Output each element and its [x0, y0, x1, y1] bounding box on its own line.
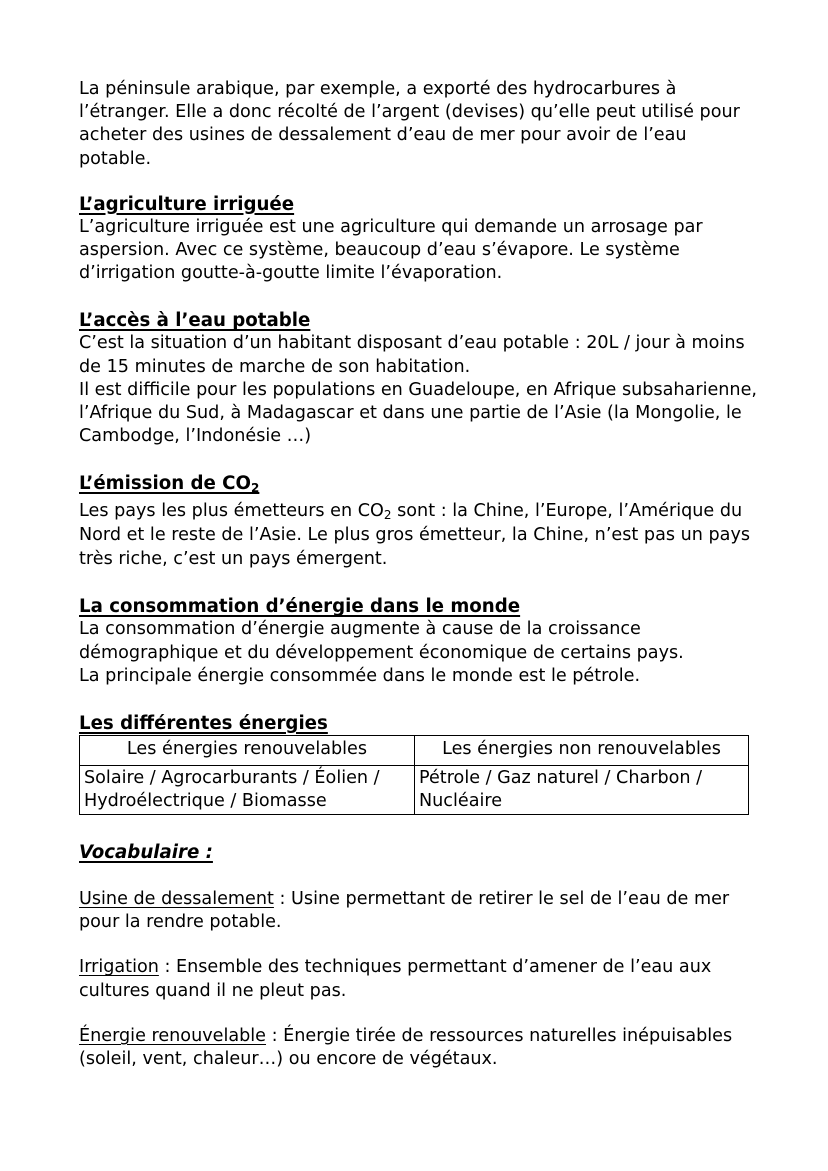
section-text-water-access-1: C’est la situation d’un habitant disposant d’eau potable : 20L / jour à moins de 15 minutes de marche de son habitation. [79, 333, 745, 377]
table-cell-renewable: Solaire / Agrocarburants / Éolien / Hydroélectrique / Biomasse [80, 766, 415, 815]
vocabulary-list [79, 888, 759, 1071]
vocabulary-term: Énergie renouvelable [79, 1025, 267, 1046]
table-row [80, 766, 749, 815]
vocabulary-term: Usine de dessalement [79, 889, 274, 910]
co2-text-subscript: 2 [383, 508, 392, 523]
section-irrigation [79, 193, 759, 286]
co2-text-part-a: Les pays les plus émetteurs en CO [79, 501, 384, 522]
section-title-energies: Les différentes énergies [79, 713, 328, 735]
co2-text-part-b: sont : la Chine, l’Europe, l’Amérique du Nord et le reste de l’Asie. Le plus gros émetteur, la Chine, n’est pas un pays très riche, c’est un pays émergent. [79, 501, 751, 570]
document-page [79, 78, 759, 1093]
section-title-consumption: La consommation d’énergie dans le monde [79, 596, 521, 618]
section-text-consumption-2: La principale énergie consommée dans le monde est le pétrole. [79, 665, 641, 686]
table-header-renewable: Les énergies renouvelables [80, 736, 415, 766]
section-text-water-access-2: Il est difficile pour les populations en Guadeloupe, en Afrique subsaharienne, l’Afrique du Sud, à Madagascar et dans une partie de l’Asie (la Mongolie, le Cambodge, l’Indonésie …) [79, 379, 758, 447]
section-title-water-access: L’accès à l’eau potable [79, 310, 311, 332]
energies-table [79, 735, 749, 815]
vocabulary-term: Irrigation [79, 957, 159, 978]
vocabulary-entry [79, 956, 759, 1002]
section-text-irrigation: L’agriculture irriguée est une agriculture qui demande un arrosage par aspersion. Avec ce système, beaucoup d’eau s’évapore. Le système d’irrigation goutte-à-goutte limite l’évaporation. [79, 216, 703, 284]
co2-title-text: L’émission de CO [79, 473, 251, 495]
section-text-consumption-1: La consommation d’énergie augmente à cause de la croissance démographique et du développement économique de certains pays. [79, 619, 684, 663]
vocabulary-definition: : Usine permettant de retirer le sel de l’eau de mer pour la rendre potable. [79, 889, 730, 933]
section-title-co2 [79, 472, 759, 495]
table-header-non-renewable: Les énergies non renouvelables [415, 736, 749, 766]
table-header-row [80, 736, 749, 766]
section-consumption [79, 595, 759, 688]
section-title-irrigation: L’agriculture irriguée [79, 193, 295, 215]
section-energies [79, 712, 759, 815]
vocabulary-definition: : Ensemble des techniques permettant d’amener de l’eau aux cultures quand il ne pleut pas. [79, 957, 712, 1001]
section-text-co2 [79, 499, 759, 571]
section-co2 [79, 472, 759, 571]
table-cell-non-renewable: Pétrole / Gaz naturel / Charbon / Nucléaire [415, 766, 749, 815]
section-water-access [79, 309, 759, 448]
co2-title-subscript: 2 [251, 481, 260, 496]
vocabulary-title: Vocabulaire : [79, 842, 213, 864]
vocabulary-definition: : Énergie tirée de ressources naturelles inépuisables (soleil, vent, chaleur…) ou encore de végétaux. [79, 1025, 733, 1070]
vocabulary-entry [79, 1025, 759, 1071]
intro-paragraph: La péninsule arabique, par exemple, a exporté des hydrocarbures à l’étranger. Elle a donc récolté de l’argent (devises) qu’elle peut utilisé pour acheter des usines de dessalement d’eau de mer pour avoir de l’eau potable. [79, 79, 740, 169]
vocabulary-entry [79, 888, 759, 934]
